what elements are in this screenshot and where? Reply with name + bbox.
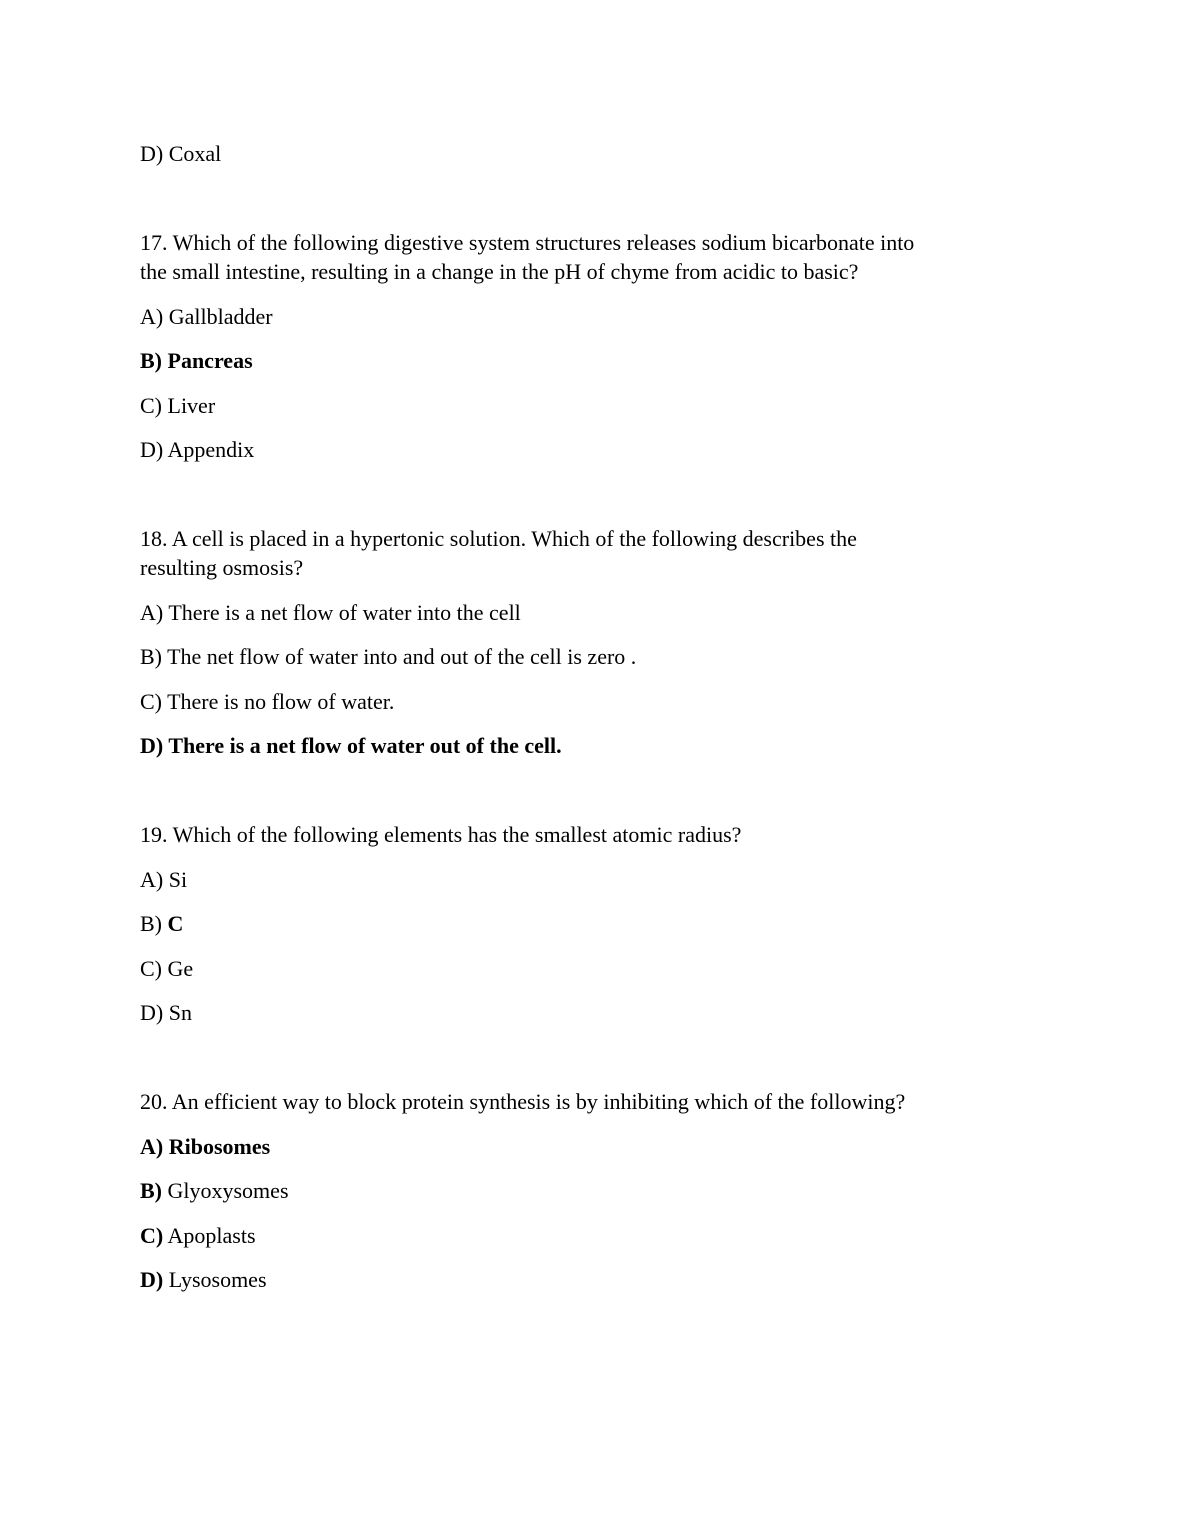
q17-option-c: C) Liver <box>140 393 216 418</box>
q20-option-c-answer: Apoplasts <box>167 1223 256 1248</box>
q19-option-b <box>140 909 183 938</box>
q18-option-c: C) There is no flow of water. <box>140 689 395 714</box>
q17-option-a: A) Gallbladder <box>140 304 273 329</box>
q19-option-a: A) Si <box>140 867 188 892</box>
q20-stem: 20. An efficient way to block protein synthesis is by inhibiting which of the following? <box>140 1089 906 1114</box>
q20-option-c-letter: C) <box>140 1223 164 1248</box>
q20-option-a-correct: A) Ribosomes <box>140 1134 271 1159</box>
q19-option-d: D) Sn <box>140 1000 192 1025</box>
q18-option-d-correct: D) There is a net flow of water out of the cell. <box>140 733 562 758</box>
q20-option-b-letter: B) <box>140 1178 162 1203</box>
q18-stem-line1: 18. A cell is placed in a hypertonic solution. Which of the following describes the <box>140 526 857 551</box>
q17-option-d: D) Appendix <box>140 437 255 462</box>
q20-option-d-answer: Lysosomes <box>168 1267 267 1292</box>
q17-stem-line2: the small intestine, resulting in a change in the pH of chyme from acidic to basic? <box>140 259 859 284</box>
q18-option-b: B) The net flow of water into and out of the cell is zero . <box>140 644 637 669</box>
q19-stem: 19. Which of the following elements has the smallest atomic radius? <box>140 822 742 847</box>
q17-option-b-correct: B) Pancreas <box>140 348 253 373</box>
q20-option-b <box>140 1176 289 1205</box>
q19-option-b-letter: B) <box>140 911 162 936</box>
q17-stem-line1: 17. Which of the following digestive system structures releases sodium bicarbonate into <box>140 230 915 255</box>
q16-option-d: D) Coxal <box>140 141 222 166</box>
q20-option-b-answer: Glyoxysomes <box>167 1178 289 1203</box>
q20-option-d-letter: D) <box>140 1267 164 1292</box>
q19-option-b-answer-correct: C <box>167 911 184 936</box>
q20-option-c <box>140 1221 256 1250</box>
q20-option-d <box>140 1265 267 1294</box>
q19-option-c: C) Ge <box>140 956 194 981</box>
q18-option-a: A) There is a net flow of water into the cell <box>140 600 521 625</box>
q18-stem-line2: resulting osmosis? <box>140 555 304 580</box>
